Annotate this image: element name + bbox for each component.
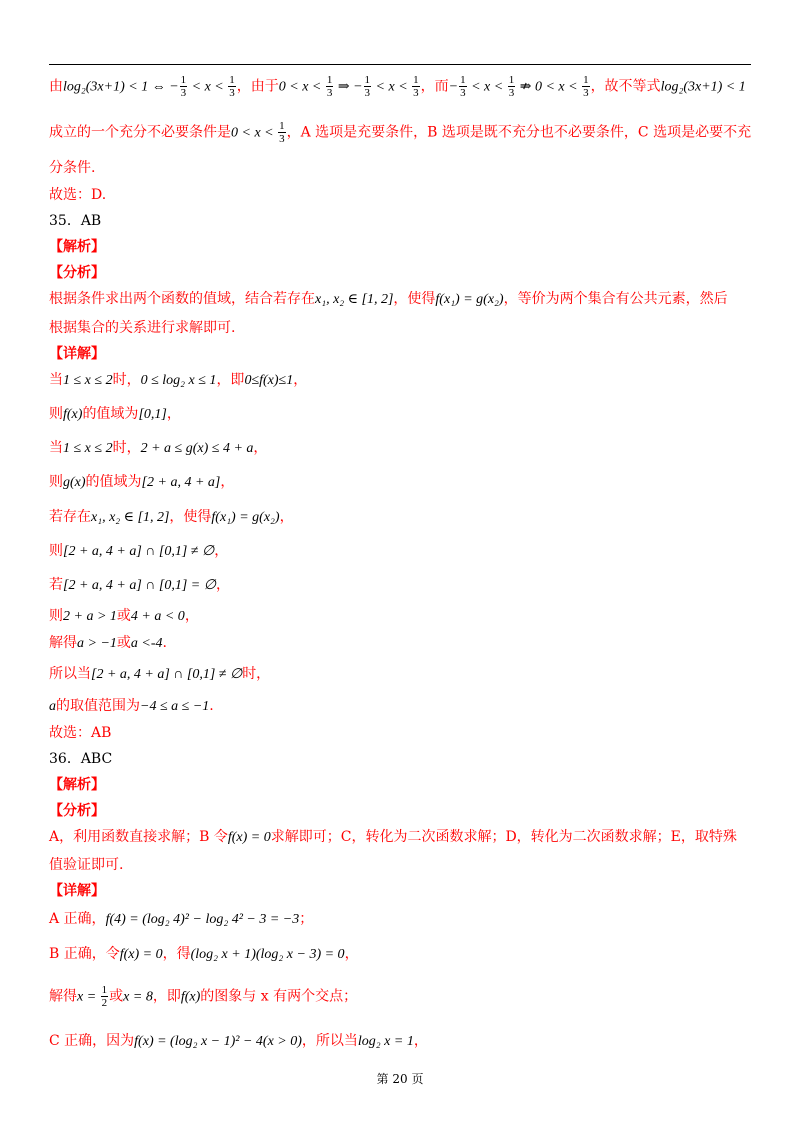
text-line	[49, 827, 737, 848]
text-run: 由	[49, 78, 63, 95]
text-run: ，	[214, 543, 229, 559]
math-expr: −4 ≤ a ≤ −1	[140, 699, 210, 714]
text-run: 则	[49, 406, 63, 422]
math-expr: g(x)	[63, 475, 86, 490]
text-run: 当	[49, 372, 63, 388]
math-expr: log₂ x = 1	[357, 1034, 414, 1049]
fraction	[459, 74, 467, 99]
fraction	[228, 74, 236, 99]
text-run: ，等价为两个集合有公共元素，然后	[503, 291, 728, 307]
section-heading: 【解析】	[49, 239, 105, 255]
denominator: 3	[229, 87, 235, 99]
denominator: 3	[364, 87, 371, 99]
numerator: 1	[364, 74, 371, 86]
text-line	[49, 606, 199, 627]
fraction	[364, 74, 372, 99]
text-run: ，即	[216, 372, 245, 388]
math-expr: < x <	[467, 79, 507, 95]
text-line	[49, 696, 214, 717]
math-expr: f(x₁) = g(x₂)	[211, 510, 280, 525]
text-run: ，A 选项是充要条件，B 选项是既不充分也不必要条件，C 选项是必要不充	[286, 124, 752, 141]
math-expr: [2 + a, 4 + a] ∩ [0,1] = ∅	[63, 578, 216, 593]
text-run: ，得	[162, 946, 191, 962]
text-line	[49, 909, 313, 930]
text-run: 或	[109, 988, 124, 1005]
math-expr: [0,1]	[138, 407, 167, 422]
denominator: 3	[413, 87, 419, 99]
fraction	[101, 984, 109, 1009]
text-run: 当	[49, 440, 63, 456]
math-expr: [2 + a, 4 + a] ∩ [0,1] ≠ ∅	[91, 667, 243, 682]
text-run: 时，	[112, 372, 141, 388]
text-line	[49, 541, 228, 562]
section-heading: 【详解】	[49, 883, 105, 899]
math-expr: f(x₁) = g(x₂)	[435, 292, 504, 307]
math-expr: x₁, x₂ ∈ [1, 2]	[315, 292, 394, 307]
math-expr: 0 < x <	[231, 125, 278, 141]
math-expr: 0 < x <	[278, 79, 325, 95]
text-line	[49, 984, 357, 1009]
denominator: 3	[326, 87, 333, 99]
text-run: 根据条件求出两个函数的值域，结合若存在	[49, 291, 315, 307]
text-line: 分条件.	[49, 160, 96, 176]
numerator: 1	[413, 74, 419, 86]
text-line	[49, 370, 307, 391]
fraction	[180, 74, 188, 99]
text-line: 根据集合的关系进行求解即可.	[49, 320, 236, 336]
math-expr: f(x) = 0	[227, 830, 271, 845]
header-rule	[49, 64, 751, 65]
math-expr: < x <	[372, 79, 412, 95]
numerator: 1	[180, 74, 187, 86]
text-run: ，即	[152, 988, 181, 1005]
text-run: C 正确，因为	[49, 1033, 135, 1049]
text-line	[49, 404, 181, 425]
denominator: 3	[583, 87, 589, 99]
text-run: 或	[116, 608, 131, 624]
text-run: 则	[49, 608, 63, 624]
denominator: 3	[460, 87, 466, 99]
numerator: 1	[583, 74, 589, 86]
text-line: 故选：D.	[49, 187, 107, 203]
math-expr: ⇒ −	[334, 79, 363, 95]
math-expr: 1 ≤ x ≤ 2	[63, 441, 113, 456]
math-expr: f(x) = (log₂ x − 1)² − 4(x > 0)	[134, 1034, 302, 1049]
denominator: 2	[101, 997, 108, 1009]
math-expr: 0 ≤ log₂ x ≤ 1	[140, 373, 217, 388]
text-run: A，利用函数直接求解；B 令	[49, 829, 228, 845]
text-run: 时，	[242, 666, 271, 682]
fraction	[508, 74, 516, 99]
section-heading: 【解析】	[49, 777, 105, 793]
text-run: ，	[184, 608, 199, 624]
math-expr: log₂(3x+1) < 1 ⇔ −	[63, 79, 179, 95]
text-run: 所以当	[49, 666, 91, 682]
text-run: ，	[293, 372, 308, 388]
text-run: ；	[299, 911, 314, 927]
fraction	[278, 120, 286, 145]
text-line	[49, 944, 359, 965]
text-line	[49, 472, 234, 493]
math-expr: x = 8	[123, 989, 153, 1005]
text-line: 值验证即可.	[49, 857, 124, 873]
text-run: ，由于	[236, 78, 279, 95]
fraction	[412, 74, 420, 99]
text-run: 的图象与 x 有两个交点；	[200, 988, 358, 1005]
math-expr: < x <	[188, 79, 228, 95]
page-footer: 第 20 页	[376, 1072, 424, 1086]
text-run: 求解即可；C，转化为二次函数求解；D，转化为二次函数求解；E，取特殊	[270, 829, 737, 845]
text-run: A 正确，	[49, 911, 106, 927]
text-run: 成立的一个充分不必要条件是	[49, 124, 231, 141]
math-expr: 2 + a > 1	[63, 609, 117, 624]
math-expr: x₁, x₂ ∈ [1, 2]	[91, 510, 170, 525]
numerator: 1	[508, 74, 515, 86]
numerator: 1	[460, 74, 466, 86]
text-run: 则	[49, 474, 63, 490]
text-line	[49, 120, 751, 145]
math-expr: ⇏ 0 < x <	[516, 79, 582, 95]
math-expr: −	[448, 79, 459, 95]
section-heading: 【详解】	[49, 346, 105, 362]
text-run: ，	[253, 440, 268, 456]
text-line	[49, 575, 230, 596]
math-expr: [2 + a, 4 + a] ∩ [0,1] ≠ ∅	[63, 544, 215, 559]
text-run: B 正确，令	[49, 946, 120, 962]
numerator: 1	[229, 74, 235, 86]
text-line	[49, 438, 267, 459]
text-run: ，使得	[169, 509, 212, 525]
text-run: ，使得	[393, 291, 436, 307]
text-run: .	[209, 698, 214, 714]
math-expr: f(4) = (log₂ 4)² − log₂ 4² − 3 = −3	[105, 912, 300, 927]
text-run: ，	[215, 577, 230, 593]
math-expr: 1 ≤ x ≤ 2	[63, 373, 113, 388]
text-run: ，所以当	[301, 1033, 358, 1049]
numerator: 1	[326, 74, 333, 86]
fraction	[326, 74, 334, 99]
text-run: ，而	[420, 78, 449, 95]
text-line	[49, 507, 294, 528]
text-run: ，	[166, 406, 181, 422]
text-run: ，	[220, 474, 235, 490]
text-run: 解得	[49, 635, 77, 651]
text-run: 或	[116, 635, 131, 651]
text-run: ，	[344, 946, 359, 962]
text-line	[49, 74, 746, 99]
text-line	[49, 633, 167, 654]
question-number: 35．AB	[49, 213, 102, 229]
math-expr: f(x)	[63, 407, 83, 422]
text-line	[49, 1031, 428, 1052]
denominator: 3	[180, 87, 187, 99]
text-run: 若	[49, 577, 63, 593]
denominator: 3	[279, 133, 285, 145]
math-expr: (log₂ x + 1)(log₂ x − 3) = 0	[190, 947, 345, 962]
math-expr: a	[49, 699, 56, 714]
text-line	[49, 289, 728, 310]
text-line	[49, 664, 270, 685]
text-run: 时，	[112, 440, 141, 456]
math-expr: f(x) = 0	[119, 947, 163, 962]
text-run: 若存在	[49, 509, 91, 525]
text-run: 解得	[49, 988, 77, 1005]
text-run: ，故不等式	[590, 78, 661, 95]
numerator: 1	[101, 984, 108, 996]
numerator: 1	[279, 120, 285, 132]
math-expr: x =	[77, 989, 100, 1005]
text-run: 的值域为	[82, 406, 139, 422]
question-number: 36．ABC	[49, 751, 113, 767]
section-heading: 【分析】	[49, 803, 105, 819]
text-line: 故选：AB	[49, 725, 112, 741]
section-heading: 【分析】	[49, 265, 105, 281]
text-run: 则	[49, 543, 63, 559]
text-run: 的取值范围为	[56, 698, 140, 714]
text-run: 的值域为	[85, 474, 142, 490]
math-expr: f(x)	[180, 989, 201, 1005]
math-expr: 4 + a < 0	[130, 609, 185, 624]
math-expr: 0≤f(x)≤1	[244, 373, 294, 388]
math-expr: a <-4	[130, 636, 163, 651]
math-expr: a > −1	[77, 636, 117, 651]
math-expr: 2 + a ≤ g(x) ≤ 4 + a	[140, 441, 254, 456]
text-run: ，	[413, 1033, 428, 1049]
text-run: ，	[279, 509, 294, 525]
math-expr: [2 + a, 4 + a]	[141, 475, 221, 490]
text-run: .	[162, 635, 167, 651]
math-expr: log₂(3x+1) < 1	[660, 79, 746, 95]
fraction	[582, 74, 590, 99]
denominator: 3	[508, 87, 515, 99]
